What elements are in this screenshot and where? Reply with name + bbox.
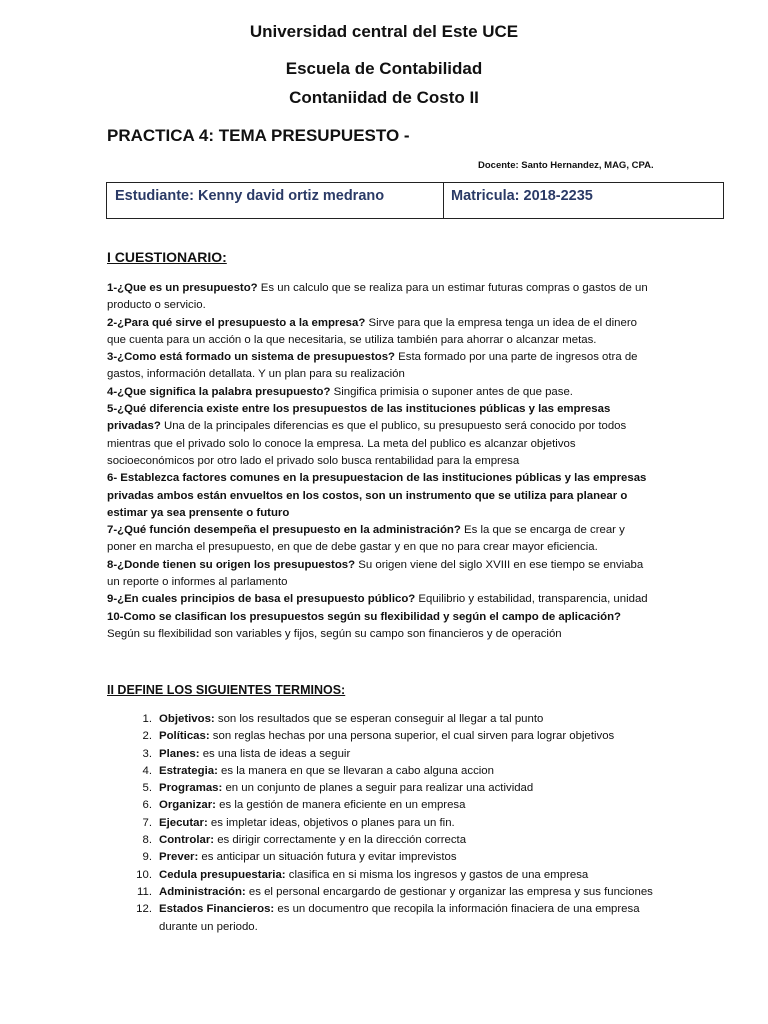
term-definition: en un conjunto de planes a seguir para realizar una actividad [222, 782, 534, 795]
term-item [107, 746, 655, 763]
question-text: 8-¿Donde tienen su origen los presupuestos? [107, 558, 356, 571]
term-label: Estados Financieros: [159, 903, 275, 916]
term-item [107, 797, 655, 814]
university-title: Universidad central del Este UCE [249, 22, 519, 41]
term-number: 5. [142, 782, 152, 795]
term-label: Cedula presupuestaria: [159, 868, 286, 881]
term-body [152, 901, 655, 936]
term-number: 2. [142, 730, 152, 743]
question-item [107, 349, 655, 384]
student-name-cell: Estudiante: Kenny david ortiz medrano [107, 183, 444, 218]
term-definition: son los resultados que se esperan conseguir al llegar a tal punto [214, 713, 544, 725]
question-item [107, 384, 655, 401]
term-number: 3. [142, 747, 152, 760]
term-item [107, 901, 655, 936]
term-label: Organizar: [159, 799, 216, 812]
term-body [152, 797, 655, 814]
answer-text: Una de la principales diferencias es que el publico, su presupuesto será conocido por todos mientras que el privado solo lo conoce la empresa. La meta del publico es alcanzar objetivos socioeconómicos por otro lado el privado solo busca rentabilidad para la empresa [107, 420, 627, 467]
term-item [107, 815, 655, 832]
question-item [107, 609, 655, 644]
answer-text: Esta formado por una parte de ingresos otra de gastos, información detallata. Y un plan para su realización [107, 351, 638, 381]
term-definition: es impletar ideas, objetivos o planes para un fin. [207, 816, 455, 829]
term-number: 10. [136, 868, 152, 881]
term-item [107, 763, 655, 780]
course-title: Contaniidad de Costo II [289, 88, 479, 107]
term-body [152, 884, 655, 901]
term-label: Políticas: [159, 730, 210, 743]
term-body [152, 763, 655, 780]
question-item [107, 470, 655, 522]
term-label: Controlar: [159, 834, 215, 847]
term-body [152, 728, 655, 745]
term-number: 12. [136, 903, 152, 916]
term-number: 1. [142, 713, 152, 725]
answer-text: Es un calculo que se realiza para un estimar futuras compras o gastos de un producto o servicio. [107, 282, 648, 312]
answer-text: Según su flexibilidad son variables y fijos, según su campo son financieros y de operación [107, 627, 562, 640]
terms-list [107, 711, 655, 936]
term-body [152, 867, 655, 884]
matricula-cell: Matricula: 2018-2235 [451, 188, 593, 204]
term-body [152, 849, 655, 866]
question-text: 4-¿Que significa la palabra presupuesto? [107, 385, 331, 398]
term-item [107, 780, 655, 797]
term-label: Administración: [159, 885, 246, 898]
term-definition: es dirigir correctamente y en la dirección correcta [214, 834, 467, 847]
term-item [107, 832, 655, 849]
question-item [107, 401, 655, 470]
term-number: 8. [142, 834, 152, 847]
term-label: Ejecutar: [159, 816, 208, 829]
term-number: 11. [137, 885, 152, 898]
school-title: Escuela de Contabilidad [285, 59, 483, 78]
term-label: Estrategia: [159, 764, 218, 777]
term-definition: es una lista de ideas a seguir [199, 747, 351, 760]
term-label: Prever: [159, 851, 199, 864]
term-number: 9. [142, 851, 152, 864]
term-number: 4. [142, 764, 152, 777]
practica-title: PRACTICA 4: TEMA PRESUPUESTO - [107, 126, 410, 145]
question-text: 2-¿Para qué sirve el presupuesto a la empresa? [107, 316, 366, 329]
term-number: 6. [142, 799, 152, 812]
student-info-table [106, 182, 724, 219]
term-item [107, 711, 655, 728]
term-definition: clasifica en si misma los ingresos y gastos de una empresa [285, 868, 589, 881]
question-text: 7-¿Qué función desempeña el presupuesto en la administración? [107, 524, 461, 537]
answer-text: Es la que se encarga de crear y poner en marcha el presupuesto, en que de debe gastar y en que no para crear mayor eficiencia. [107, 524, 625, 554]
section-terms-title: II DEFINE LOS SIGUIENTES TERMINOS: [107, 683, 346, 697]
docente-line: Docente: Santo Hernandez, MAG, CPA. [478, 160, 654, 171]
questionnaire [107, 280, 655, 643]
term-body [152, 832, 655, 849]
question-text: 3-¿Como está formado un sistema de presupuestos? [107, 351, 395, 364]
question-text: 9-¿En cuales principios de basa el presupuesto público? [107, 593, 416, 606]
question-item [107, 522, 655, 557]
question-item [107, 557, 655, 592]
term-definition: es la gestión de manera eficiente en un empresa [215, 799, 466, 812]
term-label: Objetivos: [159, 713, 215, 725]
term-item [107, 884, 655, 901]
question-item [107, 280, 655, 315]
question-item [107, 315, 655, 350]
section-cuestionario-title: I CUESTIONARIO: [107, 249, 227, 265]
question-text: 5-¿Qué diferencia existe entre los presupuestos de las instituciones públicas y las empresas privadas? [107, 403, 611, 433]
answer-text: Singifica primisia o suponer antes de que pase. [330, 385, 573, 398]
term-label: Programas: [159, 782, 223, 795]
answer-text: Sirve para que la empresa tenga un idea de el dinero que cuenta para un acción o la que necesitaria, se utiliza también para ahorrar o alcanzar metas. [107, 316, 637, 346]
answer-text: Equilibrio y estabilidad, transparencia, unidad [415, 593, 648, 606]
term-definition: es un documentro que recopila la información finaciera de una empresa durante un periodo. [159, 903, 640, 933]
term-item [107, 867, 655, 884]
question-text: 10-Como se clasifican los presupuestos según su flexibilidad y según el campo de aplicación? [107, 610, 621, 623]
term-definition: es anticipar un situación futura y evitar imprevistos [198, 851, 457, 864]
term-label: Planes: [159, 747, 200, 760]
question-text: 6- Establezca factores comunes en la presupuestacion de las instituciones públicas y las empresas privadas ambos están envueltos en los costos, son un instrumento que se utiliza para planear o estimar ya sea prensente o futuro [107, 472, 647, 519]
term-number: 7. [142, 816, 152, 829]
term-body [152, 746, 655, 763]
term-body [152, 711, 655, 728]
term-definition: es la manera en que se llevaran a cabo alguna accion [217, 764, 494, 777]
term-item [107, 728, 655, 745]
term-body [152, 815, 655, 832]
question-item [107, 591, 655, 608]
term-body [152, 780, 655, 797]
question-text: 1-¿Que es un presupuesto? [107, 282, 258, 294]
term-definition: es el personal encargardo de gestionar y organizar las empresa y sus funciones [245, 885, 653, 898]
term-item [107, 849, 655, 866]
term-definition: son reglas hechas por una persona superior, el cual sirven para lograr objetivos [209, 730, 615, 743]
answer-text: Su origen viene del siglo XVIII en ese tiempo se enviaba un reporte o informes al parlamento [107, 558, 644, 589]
